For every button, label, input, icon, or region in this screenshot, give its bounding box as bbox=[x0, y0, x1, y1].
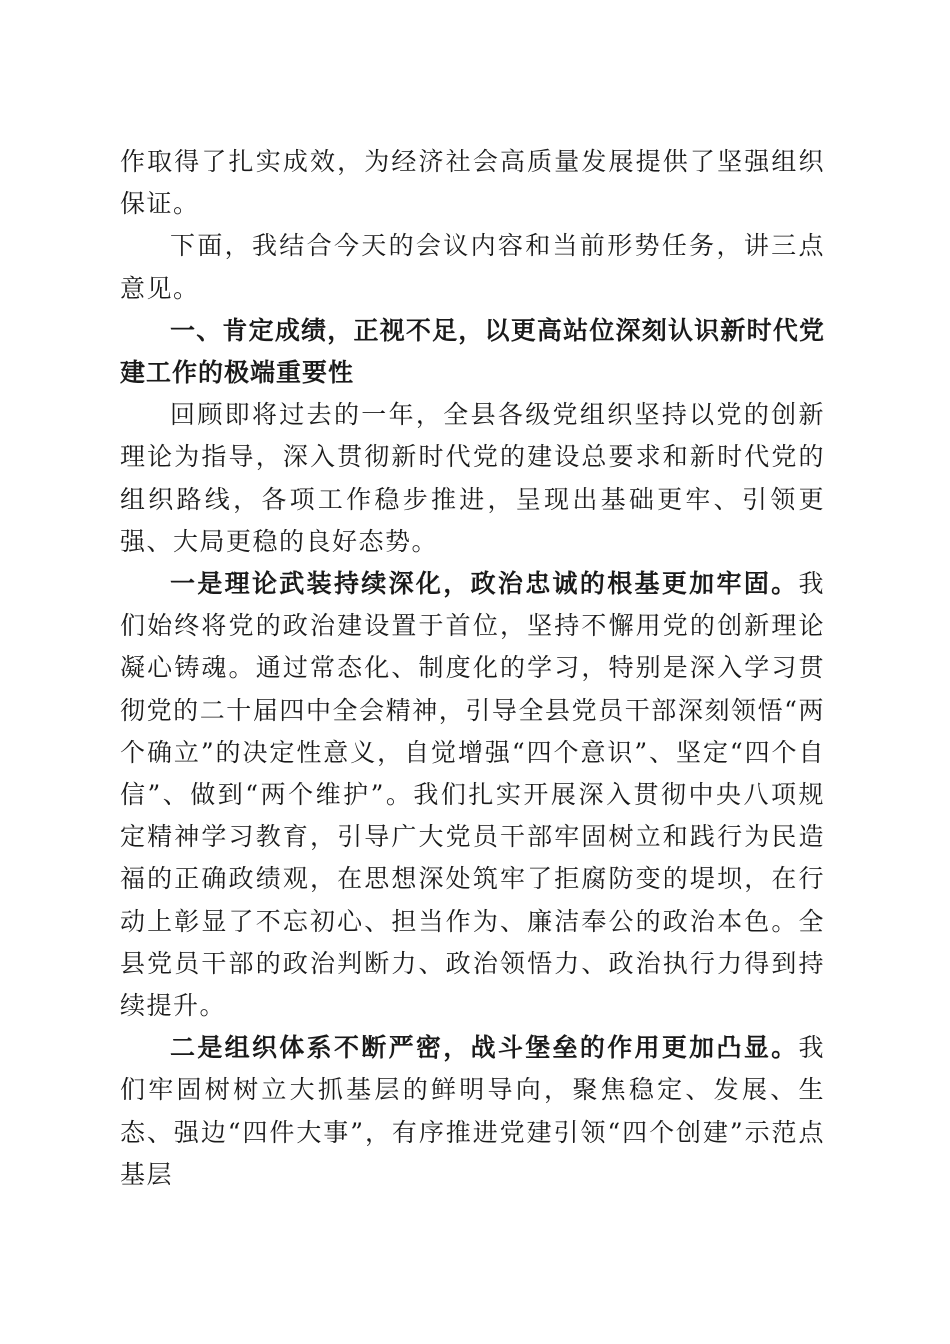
section-heading: 一、肯定成绩，正视不足，以更高站位深刻认识新时代党建工作的极端重要性 bbox=[120, 315, 825, 388]
paragraph-point-one bbox=[120, 563, 825, 1027]
paragraph-point-two bbox=[120, 1027, 825, 1196]
document-page bbox=[120, 141, 825, 1196]
paragraph-intro: 下面，我结合今天的会议内容和当前形势任务，讲三点意见。 bbox=[120, 231, 825, 303]
point-one-body: 我们始终将党的政治建设置于首位，坚持不懈用党的创新理论凝心铸魂。通过常态化、制度化的学习，特别是深入学习贯彻党的二十届四中全会精神，引导全县党员干部深刻领悟“两个确立”的决定性意义，自觉增强“四个意识”、坚定“四个自信”、做到“两个维护”。我们扎实开展深入贯彻中央八项规定精神学习教育，引导广大党员干部牢固树立和践行为民造福的正确政绩观，在思想深处筑牢了拒腐防变的堤坝，在行动上彰显了不忘初心、担当作为、廉洁奉公的政治本色。全县党员干部的政治判断力、政治领悟力、政治执行力得到持续提升。 bbox=[120, 569, 825, 1021]
paragraph-review: 回顾即将过去的一年，全县各级党组织坚持以党的创新理论为指导，深入贯彻新时代党的建设总要求和新时代党的组织路线，各项工作稳步推进，呈现出基础更牢、引领更强、大局更稳的良好态势。 bbox=[120, 400, 825, 556]
paragraph-continuation: 作取得了扎实成效，为经济社会高质量发展提供了坚强组织保证。 bbox=[120, 147, 825, 219]
point-two-body: 我们牢固树树立大抓基层的鲜明导向，聚焦稳定、发展、生态、强边“四件大事”，有序推进党建引领“四个创建”示范点基层 bbox=[120, 1033, 825, 1189]
point-two-lead: 二是组织体系不断严密，战斗堡垒的作用更加凸显。 bbox=[170, 1033, 799, 1063]
point-one-lead: 一是理论武装持续深化，政治忠诚的根基更加牢固。 bbox=[170, 569, 799, 599]
